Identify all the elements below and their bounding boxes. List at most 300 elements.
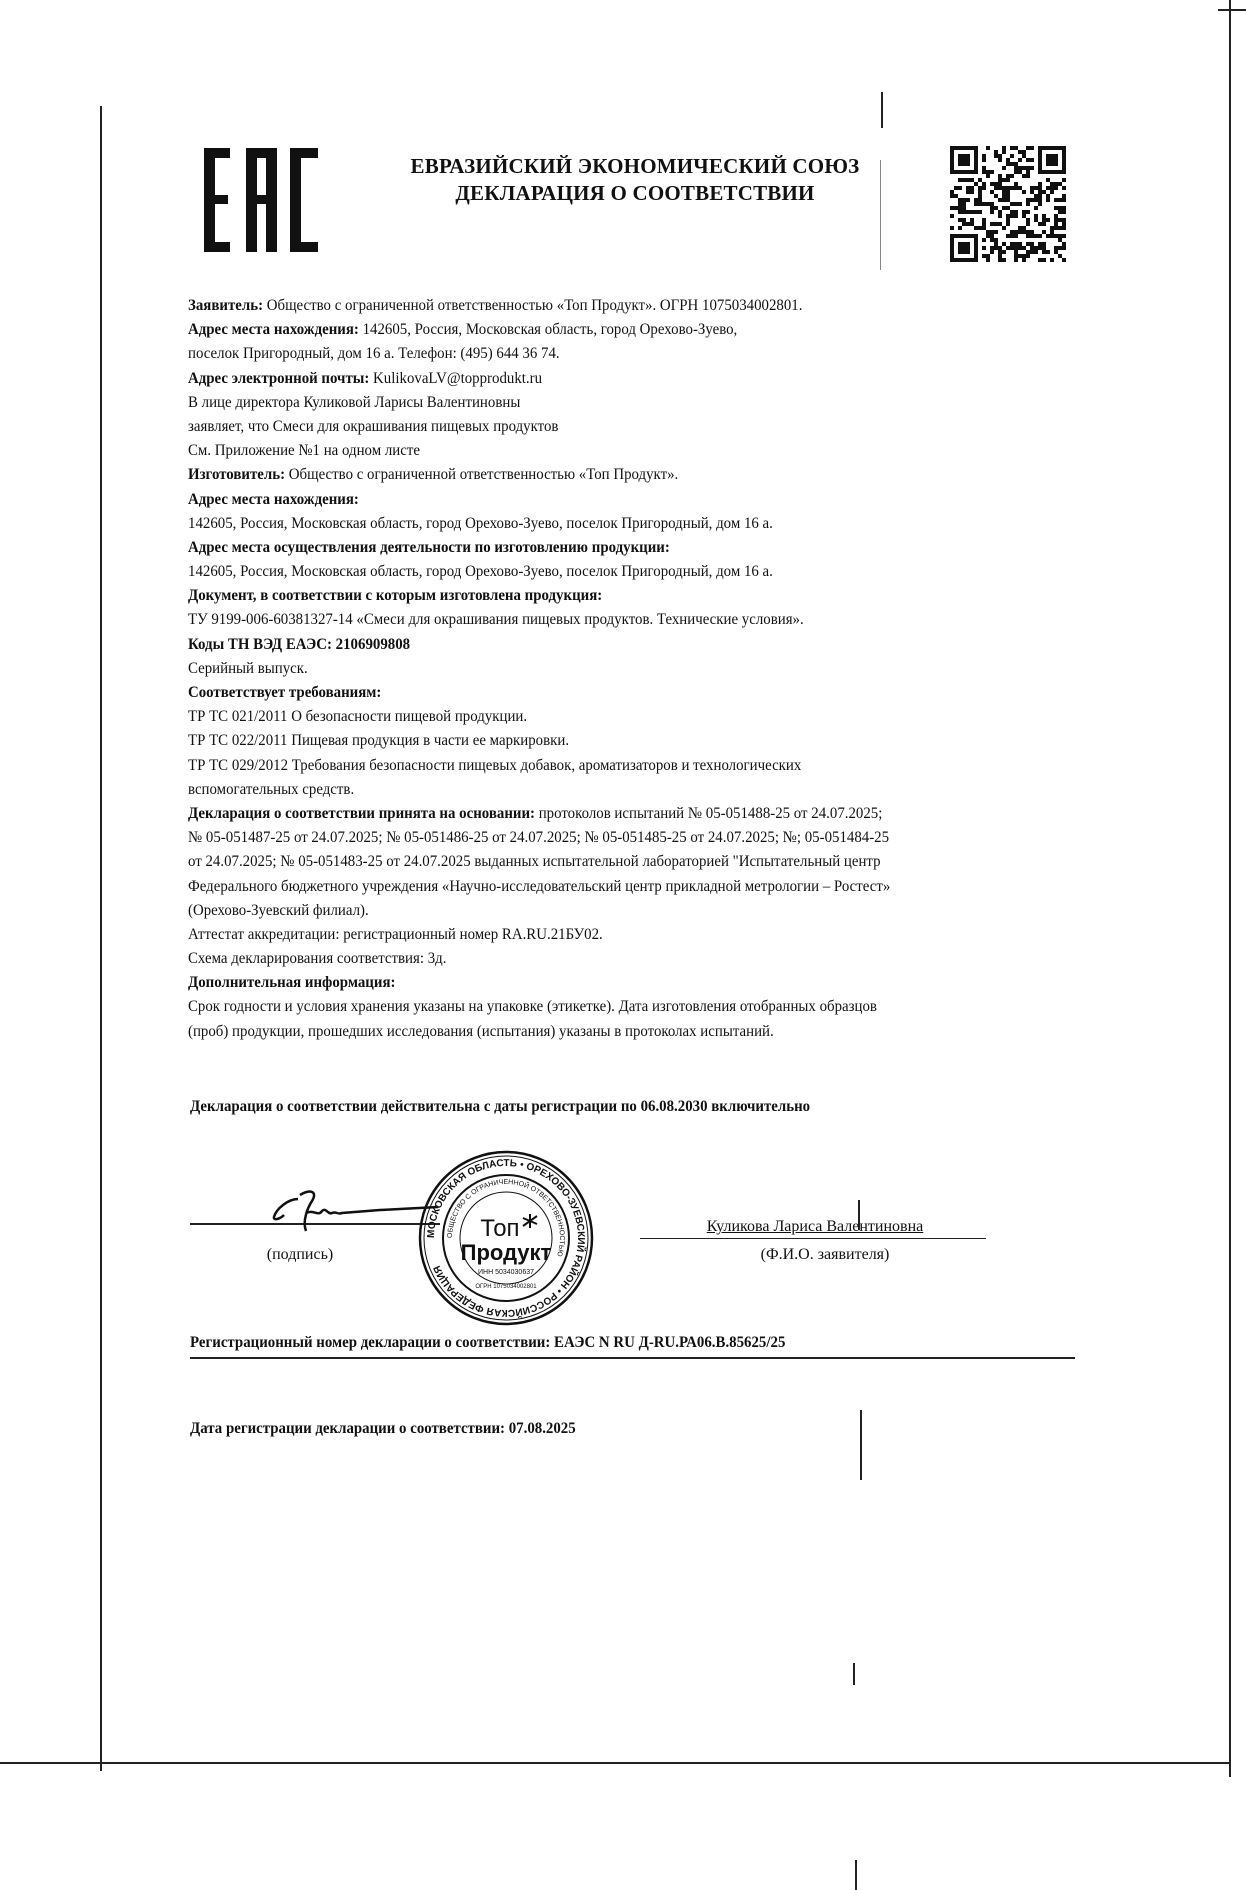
- qr-module: [1042, 242, 1046, 246]
- svg-text:ИНН 5034030637: ИНН 5034030637: [477, 1269, 535, 1276]
- qr-module: [1018, 230, 1022, 234]
- qr-module: [1038, 242, 1042, 246]
- qr-module: [986, 202, 990, 206]
- body-line: [188, 1020, 890, 1044]
- qr-module: [958, 198, 962, 202]
- qr-module: [1002, 178, 1006, 182]
- qr-module: [1026, 158, 1030, 162]
- qr-module: [970, 210, 974, 214]
- qr-module: [1010, 214, 1014, 218]
- qr-module: [978, 202, 982, 206]
- qr-module: [1042, 218, 1046, 222]
- registration-date: Дата регистрации декларации о соответствии: 07.08.2025: [190, 1420, 576, 1437]
- field-value: 142605, Россия, Московская область, город Орехово-Зуево,: [358, 321, 738, 339]
- qr-module: [1014, 250, 1018, 254]
- field-value: Схема декларирования соответствия: 3д.: [188, 950, 447, 968]
- qr-module: [1038, 222, 1042, 226]
- svg-text:МОСКОВСКАЯ ОБЛАСТЬ • ОРЕХОВО-З: МОСКОВСКАЯ ОБЛАСТЬ • ОРЕХОВО-ЗУЕВСКИЙ РАЙОН • РОССИЙСКАЯ ФЕДЕРАЦИЯ: [425, 1157, 587, 1319]
- field-label: Соответствует требованиям:: [188, 684, 382, 701]
- qr-module: [962, 206, 966, 210]
- declaration-body: [188, 294, 943, 1044]
- body-line: [188, 875, 890, 899]
- qr-module: [962, 178, 966, 182]
- qr-module: [1022, 214, 1026, 218]
- scan-artifact: [853, 1663, 855, 1685]
- qr-module: [1062, 226, 1066, 230]
- qr-module: [1006, 222, 1010, 226]
- qr-module: [958, 178, 962, 182]
- body-line: [188, 633, 890, 657]
- qr-module: [1026, 174, 1030, 178]
- qr-module: [1002, 206, 1006, 210]
- qr-module: [998, 158, 1002, 162]
- qr-module: [1030, 166, 1034, 170]
- qr-module: [1014, 166, 1018, 170]
- qr-module: [1006, 162, 1010, 166]
- qr-module: [1018, 170, 1022, 174]
- qr-module: [1038, 194, 1042, 198]
- qr-module: [1046, 154, 1058, 166]
- qr-module: [990, 206, 994, 210]
- body-line: [188, 391, 890, 415]
- qr-module: [1026, 146, 1030, 150]
- qr-module: [1026, 166, 1030, 170]
- qr-module: [1058, 198, 1062, 202]
- qr-module: [1030, 242, 1034, 246]
- qr-module: [1062, 194, 1066, 198]
- applicant-name: Куликова Лариса Валентиновна: [706, 1218, 924, 1235]
- signature-caption: (подпись): [266, 1246, 334, 1263]
- qr-module: [966, 210, 970, 214]
- qr-module: [994, 242, 998, 246]
- qr-module: [1058, 206, 1062, 210]
- field-value: (Орехово-Зуевский филиал).: [188, 901, 369, 919]
- qr-module: [950, 146, 978, 150]
- qr-module: [1030, 230, 1034, 234]
- qr-module: [950, 170, 978, 174]
- qr-module: [1002, 150, 1006, 154]
- qr-module: [982, 182, 986, 186]
- qr-module: [1022, 154, 1026, 158]
- qr-module: [1050, 226, 1054, 230]
- qr-module: [1026, 254, 1030, 258]
- qr-code[interactable]: [950, 146, 1066, 262]
- qr-module: [1026, 234, 1030, 238]
- qr-module: [990, 234, 994, 238]
- qr-module: [1046, 218, 1050, 222]
- qr-module: [1062, 246, 1066, 250]
- qr-module: [1026, 198, 1030, 202]
- qr-module: [1058, 182, 1062, 186]
- qr-module: [1034, 194, 1038, 198]
- registration-underline: [190, 1357, 1075, 1359]
- qr-module: [990, 202, 994, 206]
- qr-module: [990, 182, 994, 186]
- qr-module: [998, 186, 1002, 190]
- qr-module: [1026, 230, 1030, 234]
- qr-module: [998, 250, 1002, 254]
- qr-module: [982, 154, 986, 158]
- qr-module: [1010, 162, 1014, 166]
- qr-module: [958, 210, 962, 214]
- field-label: Дополнительная информация:: [188, 974, 396, 992]
- qr-module: [1014, 202, 1018, 206]
- body-line: [188, 560, 890, 584]
- qr-module: [1026, 242, 1030, 246]
- header-title-union: ЕВРАЗИЙСКИЙ ЭКОНОМИЧЕСКИЙ СОЮЗ: [410, 154, 860, 178]
- qr-module: [1042, 190, 1046, 194]
- qr-module: [1046, 198, 1050, 202]
- qr-module: [958, 242, 970, 254]
- field-value: № 05-051487-25 от 24.07.2025; № 05-051486-25 от 24.07.2025; № 05-051485-25 от 24.07.2025; №; 05-051484-25: [188, 829, 890, 847]
- qr-module: [1014, 242, 1018, 246]
- qr-module: [1034, 186, 1038, 190]
- body-line: [188, 536, 890, 560]
- qr-module: [966, 190, 970, 194]
- qr-module: [1022, 150, 1026, 154]
- qr-module: [982, 246, 986, 250]
- scan-border-bottom: [0, 1762, 1231, 1764]
- qr-module: [1050, 230, 1054, 234]
- field-label: Адрес электронной почты:: [188, 369, 370, 387]
- field-value: поселок Пригородный, дом 16 а. Телефон: (495) 644 36 74.: [188, 345, 560, 363]
- qr-module: [1010, 202, 1014, 206]
- qr-module: [1002, 226, 1006, 230]
- qr-module: [950, 194, 954, 198]
- qr-module: [1002, 250, 1006, 254]
- qr-module: [1054, 218, 1058, 222]
- scan-border-left: [100, 106, 102, 1771]
- qr-module: [1030, 250, 1034, 254]
- qr-module: [1038, 182, 1042, 186]
- body-line: [188, 850, 890, 874]
- qr-module: [1054, 182, 1058, 186]
- qr-module: [994, 238, 998, 242]
- qr-module: [986, 174, 990, 178]
- body-line: [188, 512, 890, 536]
- qr-module: [998, 214, 1002, 218]
- body-line: [188, 608, 890, 632]
- qr-module: [978, 186, 982, 190]
- qr-module: [970, 222, 974, 226]
- body-line: [188, 923, 890, 947]
- qr-module: [1030, 190, 1034, 194]
- qr-module: [998, 154, 1002, 158]
- qr-module: [962, 198, 966, 202]
- qr-module: [994, 222, 998, 226]
- qr-module: [950, 146, 954, 174]
- qr-module: [966, 222, 970, 226]
- qr-module: [974, 202, 978, 206]
- qr-module: [970, 178, 974, 182]
- qr-module: [1018, 202, 1022, 206]
- qr-module: [1002, 242, 1006, 246]
- field-value: вспомогательных средств.: [188, 780, 355, 798]
- qr-module: [950, 226, 954, 230]
- qr-module: [1062, 206, 1066, 210]
- qr-module: [1010, 174, 1014, 178]
- qr-module: [1010, 230, 1014, 234]
- qr-module: [1062, 242, 1066, 246]
- qr-module: [1014, 214, 1018, 218]
- qr-module: [1018, 246, 1022, 250]
- body-line: [188, 971, 890, 995]
- qr-module: [1054, 246, 1058, 250]
- qr-module: [986, 234, 990, 238]
- qr-module: [1006, 158, 1010, 162]
- body-line: [188, 778, 890, 802]
- qr-module: [1058, 210, 1062, 214]
- qr-module: [998, 174, 1002, 178]
- field-value: KulikovaLV@topprodukt.ru: [369, 369, 543, 387]
- qr-module: [990, 238, 994, 242]
- qr-module: [982, 202, 986, 206]
- qr-module: [1014, 210, 1018, 214]
- qr-module: [978, 194, 982, 198]
- qr-module: [990, 170, 994, 174]
- qr-module: [1038, 198, 1042, 202]
- body-line: [188, 463, 890, 487]
- body-line: [188, 342, 890, 366]
- qr-module: [1014, 182, 1018, 186]
- qr-module: [970, 218, 974, 222]
- field-value: ТУ 9199-006-60381327-14 «Смеси для окрашивания пищевых продуктов. Технические условия».: [188, 611, 804, 629]
- qr-module: [1002, 190, 1006, 194]
- qr-module: [998, 222, 1002, 226]
- field-value: 142605, Россия, Московская область, город Орехово-Зуево, поселок Пригородный, дом 16 а.: [188, 563, 773, 581]
- qr-module: [1050, 190, 1054, 194]
- field-value: Аттестат аккредитации: регистрационный номер RA.RU.21БУ02.: [188, 925, 603, 943]
- qr-module: [982, 222, 986, 226]
- qr-module: [974, 198, 978, 202]
- qr-module: [1026, 210, 1030, 214]
- qr-module: [1014, 258, 1018, 262]
- qr-module: [950, 214, 954, 218]
- qr-module: [1014, 186, 1018, 190]
- qr-module: [998, 210, 1002, 214]
- body-line: [188, 947, 890, 971]
- validity-statement: Декларация о соответствии действительна с даты регистрации по 06.08.2030 включительно: [190, 1098, 811, 1115]
- field-value: ТР ТС 021/2011 О безопасности пищевой продукции.: [188, 708, 528, 726]
- qr-module: [1062, 234, 1066, 238]
- qr-module: [1038, 258, 1042, 262]
- qr-module: [1018, 150, 1022, 154]
- qr-module: [1038, 146, 1066, 150]
- scan-artifact: [881, 92, 883, 128]
- qr-module: [1050, 234, 1054, 238]
- qr-module: [954, 186, 958, 190]
- field-value: ТР ТС 029/2012 Требования безопасности пищевых добавок, ароматизаторов и технологических: [188, 756, 802, 774]
- qr-module: [1034, 198, 1038, 202]
- qr-module: [1014, 162, 1018, 166]
- body-line: [188, 294, 890, 318]
- qr-module: [1058, 254, 1062, 258]
- field-value: Серийный выпуск.: [188, 659, 308, 677]
- qr-module: [994, 150, 998, 154]
- body-line: [188, 657, 890, 681]
- qr-module: [1026, 170, 1030, 174]
- qr-module: [1014, 146, 1018, 150]
- qr-module: [982, 166, 986, 170]
- field-value: заявляет, что Смеси для окрашивания пищевых продуктов: [188, 417, 559, 435]
- qr-module: [950, 206, 954, 210]
- qr-module: [1054, 222, 1058, 226]
- qr-module: [1022, 226, 1026, 230]
- qr-module: [958, 186, 962, 190]
- qr-module: [978, 210, 982, 214]
- field-label: Адрес места нахождения:: [188, 490, 359, 508]
- qr-module: [962, 202, 966, 206]
- qr-module: [1010, 234, 1014, 238]
- qr-module: [986, 146, 990, 150]
- qr-module: [1062, 222, 1066, 226]
- field-label: Коды ТН ВЭД ЕАЭС: 2106909808: [188, 635, 411, 653]
- qr-module: [1006, 186, 1010, 190]
- qr-module: [1018, 242, 1022, 246]
- qr-module: [998, 246, 1002, 250]
- qr-module: [986, 258, 990, 262]
- qr-module: [1022, 166, 1026, 170]
- qr-module: [1042, 246, 1046, 250]
- qr-module: [1034, 206, 1038, 210]
- qr-module: [1046, 250, 1050, 254]
- qr-module: [1026, 202, 1030, 206]
- qr-module: [1034, 218, 1038, 222]
- eac-logo: [204, 148, 318, 252]
- qr-module: [1018, 254, 1022, 258]
- qr-module: [974, 182, 978, 186]
- name-caption: (Ф.И.О. заявителя): [760, 1246, 890, 1263]
- qr-module: [1054, 234, 1058, 238]
- qr-module: [1062, 218, 1066, 222]
- qr-module: [970, 186, 974, 190]
- field-value: 142605, Россия, Московская область, город Орехово-Зуево, поселок Пригородный, дом 16 а.: [188, 514, 773, 532]
- body-line: [188, 488, 890, 512]
- body-line: [188, 729, 890, 753]
- qr-module: [954, 206, 958, 210]
- qr-module: [966, 178, 970, 182]
- field-label: Адрес места осуществления деятельности по изготовлению продукции:: [188, 538, 670, 556]
- qr-module: [978, 226, 982, 230]
- qr-module: [982, 186, 986, 190]
- qr-module: [1006, 234, 1010, 238]
- qr-module: [1034, 214, 1038, 218]
- qr-module: [1034, 234, 1038, 238]
- field-value: В лице директора Куликовой Ларисы Валентиновны: [188, 393, 521, 411]
- qr-module: [1010, 246, 1014, 250]
- field-label: Заявитель:: [188, 297, 264, 314]
- field-label: Адрес места нахождения:: [188, 321, 359, 339]
- qr-module: [1062, 210, 1066, 214]
- qr-module: [1038, 246, 1042, 250]
- qr-module: [1046, 234, 1050, 238]
- qr-module: [978, 190, 982, 194]
- qr-module: [1058, 238, 1062, 242]
- qr-module: [1026, 250, 1030, 254]
- qr-module: [1030, 198, 1034, 202]
- qr-module: [1006, 194, 1010, 198]
- qr-module: [982, 170, 986, 174]
- qr-module: [1038, 186, 1042, 190]
- qr-module: [1014, 254, 1018, 258]
- svg-text:ОГРН 1075034002801: ОГРН 1075034002801: [475, 1284, 537, 1290]
- qr-module: [1054, 186, 1058, 190]
- qr-module: [1006, 198, 1010, 202]
- qr-module: [1030, 158, 1034, 162]
- body-line: [188, 705, 890, 729]
- qr-module: [1006, 178, 1010, 182]
- qr-module: [1042, 222, 1046, 226]
- qr-module: [986, 170, 990, 174]
- body-line: [188, 584, 890, 608]
- qr-module: [1002, 258, 1006, 262]
- svg-text:Топ: Топ: [480, 1215, 520, 1242]
- qr-module: [1042, 258, 1046, 262]
- qr-module: [1054, 226, 1058, 230]
- qr-module: [994, 154, 998, 158]
- qr-module: [1006, 246, 1010, 250]
- qr-module: [950, 190, 954, 194]
- qr-module: [1030, 234, 1034, 238]
- qr-module: [1022, 258, 1026, 262]
- qr-module: [998, 258, 1002, 262]
- svg-text:Продукт: Продукт: [460, 1240, 552, 1265]
- field-label: Декларация о соответствии принята на основании:: [188, 804, 535, 822]
- scan-artifact: [860, 1410, 862, 1480]
- qr-module: [990, 222, 994, 226]
- qr-module: [1014, 234, 1018, 238]
- qr-module: [1010, 242, 1014, 246]
- qr-module: [1062, 186, 1066, 190]
- body-line: [188, 318, 890, 342]
- qr-module: [958, 154, 970, 166]
- qr-module: [958, 206, 962, 210]
- qr-module: [982, 254, 986, 258]
- qr-module: [974, 226, 978, 230]
- body-line: [188, 899, 890, 923]
- body-line: [188, 826, 890, 850]
- qr-module: [958, 226, 962, 230]
- qr-module: [982, 226, 986, 230]
- qr-module: [1062, 198, 1066, 202]
- scan-border-top-right: [1218, 9, 1246, 11]
- body-line: [188, 995, 890, 1019]
- qr-module: [1006, 214, 1010, 218]
- field-value: (проб) продукции, прошедших исследования (испытания) указаны в протоколах испытаний.: [188, 1022, 774, 1040]
- qr-module: [1034, 246, 1038, 250]
- qr-module: [1010, 210, 1014, 214]
- qr-module: [1006, 174, 1010, 178]
- qr-module: [1014, 170, 1018, 174]
- scan-artifact: [855, 1860, 857, 1890]
- qr-module: [986, 254, 990, 258]
- qr-module: [982, 238, 986, 242]
- qr-module: [1054, 250, 1058, 254]
- qr-module: [990, 250, 994, 254]
- qr-module: [1062, 258, 1066, 262]
- qr-module: [962, 210, 966, 214]
- qr-module: [1022, 190, 1026, 194]
- qr-module: [1018, 158, 1022, 162]
- qr-module: [1054, 198, 1058, 202]
- field-label: Изготовитель:: [188, 466, 286, 484]
- qr-module: [1062, 146, 1066, 174]
- svg-text:ОБЩЕСТВО С ОГРАНИЧЕННОЙ ОТВЕТС: ОБЩЕСТВО С ОГРАНИЧЕННОЙ ОТВЕТСТВЕННОСТЬЮ: [446, 1178, 566, 1258]
- qr-module: [998, 178, 1002, 182]
- qr-module: [1050, 258, 1054, 262]
- qr-module: [982, 218, 986, 222]
- qr-module: [1034, 250, 1038, 254]
